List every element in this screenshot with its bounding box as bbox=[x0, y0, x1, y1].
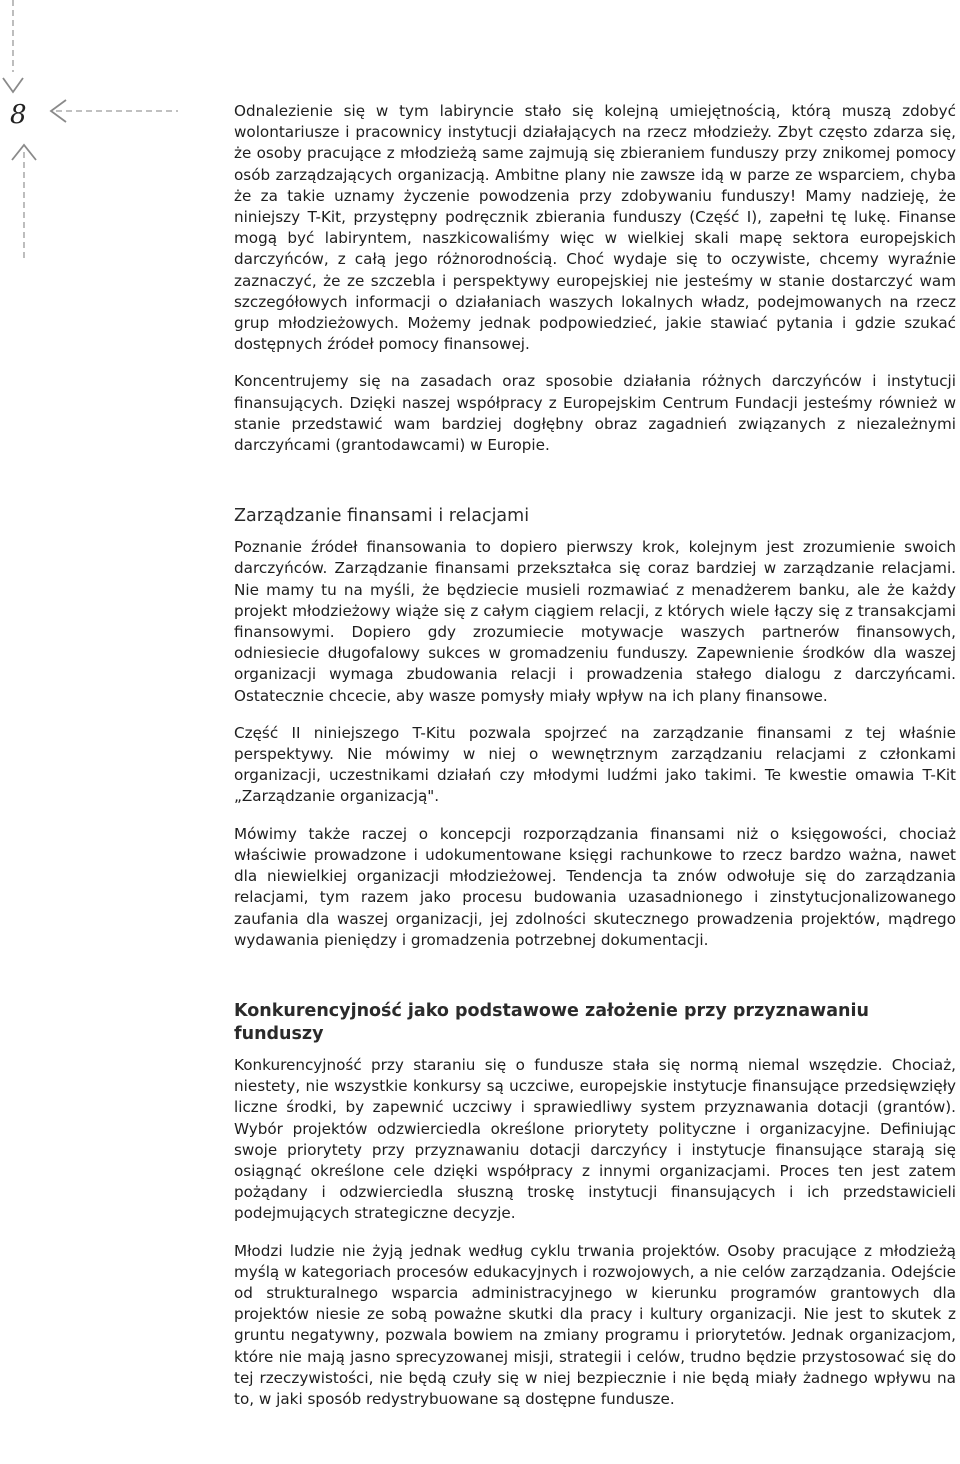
page-corner-decoration bbox=[0, 0, 200, 260]
section-paragraph: Poznanie źródeł finansowania to dopiero pierwszy krok, kolejnym jest zrozumienie swoich darczyńców. Zarządzanie finansami przekształca się coraz bardziej w zarządzanie relacjami. Nie mamy tu na myśli, że będziecie musieli rozmawiać z menadżerem banku, ale że każdy projekt młodzieżowy wiąże się z całym ciągiem relacji, z których wiele łączy się z transakcjami finansowymi. Dopiero gdy zrozumiecie motywacje waszych partnerów finansowych, odniesiecie długofalowy sukces w gromadzeniu funduszy. Zapewnienie środków dla waszej organizacji wymaga zbudowania relacji i prowadzenia stałego dialogu z darczyńcami. Ostatecznie chcecie, aby wasze pomysły miały wpływ na ich plany finansowe. bbox=[234, 538, 956, 705]
section-spacer bbox=[234, 472, 956, 505]
section-spacer bbox=[234, 967, 956, 1000]
intro-paragraph: Odnalezienie się w tym labiryncie stało się kolejną umiejętnością, którą muszą zdobyć wolontariusze i pracownicy instytucji działających na rzecz młodzieży. Zbyt często zdarza się, że osoby pracujące z młodzieżą same zajmują się zbieraniem funduszy przy znikomej pomocy osób zarządzających organizacją. Ambitne plany nie zawsze idą w parze ze wsparciem, chyba że za takie uznamy życzenie powodzenia przy zdobywaniu funduszy! Mamy nadzieję, że niniejszy T-Kit, przystępny podręcznik zbierania funduszy (Część I), zapełni tę lukę. Finanse mogą być labiryntem, naszkicowaliśmy więc w wielkiej skali mapę sektora europejskich darczyńców, z całą jego różnorodnością. Choć wydaje się to oczywiste, chcemy wyraźnie zaznaczyć, że ze szczebla i perspektywy europejskiej nie jesteśmy w stanie dostarczyć wam szczegółowych informacji o działaniach waszych lokalnych władz, podejmowanych na rzecz grup młodzieżowych. Możemy jednak podpowiedzieć, jakie stawiać pytania i gdzie szukać dostępnych źródeł pomocy finansowej. bbox=[234, 102, 956, 354]
page-content bbox=[234, 101, 956, 1426]
section-heading: Zarządzanie finansami i relacjami bbox=[234, 506, 530, 527]
intro-section bbox=[234, 101, 956, 456]
section-paragraph: Konkurencyjność przy staraniu się o fundusze stała się normą niemal wszędzie. Chociaż, niestety, nie wszystkie konkursy są uczciwe, europejskie instytucje finansujące przedsięwzięły liczne środki, by zapewnić uczciwy i sprawiedliwy system przyznawania dotacji (grantów). Wybór projektów odzwierciedla określone priorytety polityczne i organizacyjne. Definiując swoje priorytety przy przyznawaniu dotacji darczyńcy i instytucje finansujące starają się osiągnąć określone cele dzięki współpracy z innymi organizacjami. Proces ten jest zatem pożądany i odzwierciedla słuszną troskę instytucji finansujących i ich przedstawicieli podejmujących strategiczne decyzje. bbox=[234, 1055, 956, 1223]
section-paragraph: Część II niniejszego T-Kitu pozwala spojrzeć na zarządzanie finansami z tej właśnie perspektywy. Nie mówimy w niej o wewnętrznym zarządzaniu relacjami z członkami organizacji, uczestnikami działań czy młodymi ludźmi jako takimi. Te kwestie omawia T-Kit „Zarządzanie organizacją". bbox=[234, 723, 956, 806]
finance-relations-section bbox=[234, 505, 956, 951]
intro-paragraph: Koncentrujemy się na zasadach oraz sposobie działania różnych darczyńców i instytucji finansujących. Dzięki naszej współpracy z Europejskim Centrum Fundacji jesteśmy również w stanie przedstawić wam bardziej dogłębny obraz zagadnień związanych z niezależnymi darczyńcami (grantodawcami) w Europie. bbox=[234, 372, 956, 455]
competitiveness-section bbox=[234, 1000, 956, 1410]
section-heading: Konkurencyjność jako podstawowe założenie przy przyznawaniu funduszy bbox=[234, 1000, 869, 1044]
section-paragraph: Młodzi ludzie nie żyją jednak według cyklu trwania projektów. Osoby pracujące z młodzieżą myślą w kategoriach procesów edukacyjnych i rozwojowych, a nie celów zarządzania. Odejście od strukturalnego wsparcia administracyjnego w kierunku programów grantowych dla projektów niesie ze sobą poważne skutki dla pracy i kultury organizacji. Nie jest to skutek z gruntu negatywny, pozwala bowiem na zmiany programu i priorytetów. Jednak organizacjom, które nie mają jasno sprecyzowanej misji, strategii i celów, trudno będzie przystosować się do tej rzeczywistości, nie będą czuły się w niej bezpiecznie i nie będą miały żadnego wpływu na to, w jaki sposób redystrybuowane są dostępne fundusze. bbox=[234, 1241, 956, 1408]
page-number: 8 bbox=[10, 100, 27, 130]
arrow-down-icon bbox=[3, 78, 23, 92]
section-paragraph: Mówimy także raczej o koncepcji rozporządzania finansami niż o księgowości, chociaż właściwie prowadzone i udokumentowane księgi rachunkowe to rzecz bardzo ważna, nawet dla niewielkiej organizacji młodzieżowej. Tendencja ta znów odwołuje się do zarządzania relacjami, tym razem jako procesu budowania uzasadnionego i zinstytucjonalizowanego zaufania dla waszej organizacji, jej zdolności skutecznego prowadzenia projektów, mądrego wydawania pieniędzy i gromadzenia potrzebnej dokumentacji. bbox=[234, 824, 956, 949]
